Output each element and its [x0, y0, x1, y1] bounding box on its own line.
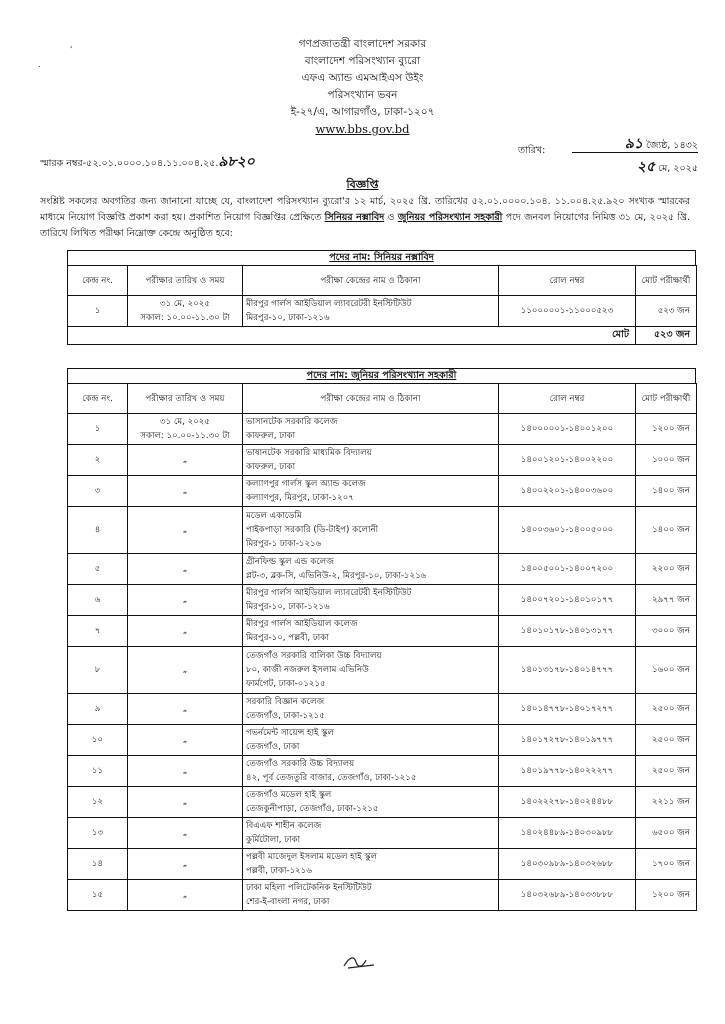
exam-time — [128, 787, 243, 818]
center-address: পল্লবী, ঢাকা-১২১৬ — [246, 866, 312, 876]
notice-body — [40, 194, 690, 242]
notice-title: বিজ্ঞপ্তি — [346, 178, 379, 191]
office-address: ই-২৭/এ, আগারগাঁও, ঢাকা-১২০৭ — [290, 106, 435, 118]
center-no: ১ — [68, 296, 128, 327]
exam-date: „ — [182, 704, 188, 714]
center-address-line2: ফার্মগেট, ঢাকা-০১২১৫ — [246, 679, 326, 689]
roll-range: ১৪০১৩১৭৮-১৪০১৪৭৭৭ — [499, 647, 636, 694]
exam-time — [128, 647, 243, 694]
center-title: মডেল একাডেমি — [246, 511, 302, 521]
center-title: মীরপুর গার্লস আইডিয়াল কলেজ — [246, 619, 358, 629]
col-center-no: কেন্দ্র নং. — [68, 266, 128, 296]
roll-range: ১৪০১৪৭৭৮-১৪০১৭২৭৭ — [499, 694, 636, 725]
center-name — [243, 616, 499, 647]
date-block — [518, 130, 698, 175]
col-exam-time: পরীক্ষার তারিখ ও সময় — [128, 266, 243, 296]
center-title: কল্যাণপুর গার্লস স্কুল অ্যান্ড কলেজ — [246, 479, 366, 489]
center-title: গভর্নমেন্ট সায়েন্স হাই স্কুল — [246, 728, 334, 738]
center-name — [243, 849, 499, 880]
center-address-line2: মিরপুর-১ ঢাকা-১২১৬ — [246, 539, 322, 549]
table-row — [68, 507, 697, 554]
center-no: ৯ — [68, 694, 128, 725]
exam-date: „ — [182, 455, 188, 465]
date-label: তারিখ: — [518, 145, 546, 156]
exam-time — [128, 756, 243, 787]
col-center-name: পরীক্ষা কেন্দ্রের নাম ও ঠিকানা — [243, 266, 499, 296]
candidate-count: ১২০০ জন — [636, 414, 697, 445]
roll-range: ১৪০০৭২০১-১৪০১০১৭৭ — [499, 585, 636, 616]
col-total: মোট পরীক্ষার্থী — [636, 266, 697, 296]
center-no: ১৪ — [68, 849, 128, 880]
center-name — [243, 647, 499, 694]
center-title: সরকারি বিজ্ঞান কলেজ — [246, 697, 325, 707]
bangla-month-year: জ্যৈষ্ঠ, ১৪৩২ — [645, 140, 698, 151]
wing-name: এফএ অ্যান্ড এমআইএস উইং — [301, 72, 424, 84]
exam-date: „ — [182, 859, 188, 869]
center-address: কুর্মিটোলা, ঢাকা — [246, 835, 301, 845]
candidate-count: ৬৫০০ জন — [636, 818, 697, 849]
center-no: ১ — [68, 414, 128, 445]
roll-range: ১৪০২৪৪৮৯-১৪০৩০৯৮৮ — [499, 818, 636, 849]
center-no: ২ — [68, 445, 128, 476]
exam-time — [128, 818, 243, 849]
table-row — [68, 476, 697, 507]
body-part2: পদে জনবল নিয়োগের নিমিত্ত ৩১ মে, ২০২৫ খ্রি. তারিখে লিখিত পরীক্ষা নিম্নোক্ত কেন্দ্রে অনুষ্ঠিত হবে: — [40, 212, 691, 239]
website-link[interactable]: www.bbs.gov.bd — [315, 122, 410, 136]
candidate-count: ২২০০ জন — [636, 554, 697, 585]
col-roll: রোল নম্বর — [499, 266, 636, 296]
total-row — [68, 327, 697, 345]
candidate-count: ১৪০০ জন — [636, 507, 697, 554]
exam-time — [128, 476, 243, 507]
center-title: গ্রীনফিল্ড স্কুল এন্ড কলেজ — [246, 557, 334, 567]
candidate-count: ১০০০ জন — [636, 445, 697, 476]
memo-handwritten-number: ৯৮২০ — [218, 154, 255, 170]
post-label: পদের নাম: — [329, 252, 374, 263]
exam-table — [67, 265, 697, 345]
roll-range: ১৪০২২২৭৮-১৪০২৪৪৮৮ — [499, 787, 636, 818]
center-no: ১২ — [68, 787, 128, 818]
center-no: ১১ — [68, 756, 128, 787]
center-address: কাফরুল, ঢাকা — [246, 462, 296, 472]
center-address: তেজগাঁও, ঢাকা — [246, 742, 300, 752]
exam-time — [128, 616, 243, 647]
letterhead — [0, 36, 725, 138]
exam-time — [128, 445, 243, 476]
center-no: ৮ — [68, 647, 128, 694]
center-address: মিরপুর-১০, ঢাকা-১২১৬ — [246, 313, 330, 323]
office-name: বাংলাদেশ পরিসংখ্যান ব্যুরো — [304, 55, 421, 67]
exam-date: ৩১ মে, ২০২৫ — [160, 417, 210, 427]
center-address: শের-ই-বাংলা নগর, ঢাকা — [246, 897, 330, 907]
exam-time — [128, 585, 243, 616]
center-name — [243, 880, 499, 911]
roll-range: ১৪০০২২০১-১৪০০৩৬০০ — [499, 476, 636, 507]
table-row — [68, 694, 697, 725]
center-title: তেজগাঁও সরকারি উচ্চ বিদ্যালয় — [246, 759, 355, 769]
center-title: ভাষানটেক সরকারি মাধ্যমিক বিদ্যালয় — [246, 448, 372, 458]
candidate-count: ১৪০০ জন — [636, 476, 697, 507]
exam-date: „ — [182, 595, 188, 605]
exam-table — [67, 383, 697, 911]
exam-time — [128, 725, 243, 756]
exam-time — [128, 849, 243, 880]
roll-range: ১১০০০০০১-১১০০০৫২৩ — [499, 296, 636, 327]
exam-date: „ — [182, 525, 188, 535]
exam-date: „ — [182, 797, 188, 807]
center-name — [243, 756, 499, 787]
table-row — [68, 725, 697, 756]
center-address: পাইকপাড়া সরকারি (ডি-টাইপ) কলোনী — [246, 525, 379, 535]
body-part1: সংশ্লিষ্ট সকলের অবগতির জন্য জানানো যাচ্ছে যে, বাংলাদেশ পরিসংখ্যান ব্যুরো'র ১২ মার্চ, ২০২৫ খ্রি. তারিখের ৫২.০১.০০০০.১০৪. ১১.০০৪.২৫.৯২০ সংখ্যক স্মারকের মাধ্যমে নিয়োগ বিজ্ঞপ্তি প্রকাশ করা হয়। প্রকাশিত নিয়োগ বিজ্ঞপ্তির প্রেক্ষিতে — [40, 196, 690, 223]
memo-prefix: স্মারক নম্বর-৫২.০১.০০০০.১০৪.১১.০০৪.২৫. — [40, 158, 219, 169]
center-name — [243, 725, 499, 756]
exam-time — [128, 880, 243, 911]
exam-slot: সকাল: ১০.০০-১১.৩০ টা — [140, 313, 230, 323]
center-no: ১৩ — [68, 818, 128, 849]
col-total: মোট পরীক্ষার্থী — [636, 384, 697, 414]
center-address: প্লট-৩, ব্লক-সি, এভিনিউ-২, মিরপুর-১০, ঢাকা-১২১৬ — [246, 571, 427, 581]
center-no: ৬ — [68, 585, 128, 616]
table-row — [68, 296, 697, 327]
center-no: ১৫ — [68, 880, 128, 911]
table-row — [68, 616, 697, 647]
center-address: তেজগাঁও, ঢাকা-১২১৫ — [246, 711, 325, 721]
table-row — [68, 647, 697, 694]
scan-mark: . — [38, 60, 41, 69]
center-name — [243, 818, 499, 849]
center-title: ভাসানটেক সরকারি কলেজ — [246, 417, 338, 427]
center-title: মীরপুর গার্লস আইডিয়াল ল্যাবরেটরী ইনস্টিটিউট — [246, 299, 412, 309]
roll-range: ১৪০৩২৬৮৯-১৪০৩৩৮৮৮ — [499, 880, 636, 911]
exam-slot: সকাল: ১০.০০-১১.৩০ টা — [140, 431, 230, 441]
table-row — [68, 585, 697, 616]
gregorian-month-year: মে, ২০২৫ — [658, 163, 698, 174]
center-address: ৪২, পূর্ব তেজতুরি বাজার, তেজগাঁও, ঢাকা-১২১৫ — [246, 773, 417, 783]
candidate-count: ২৫০০ জন — [636, 725, 697, 756]
center-title: তেজগাঁও মডেল হাই স্কুল — [246, 790, 332, 800]
post-junior: জুনিয়র পরিসংখ্যান সহকারী — [397, 212, 503, 223]
exam-date: ৩১ মে, ২০২৫ — [160, 299, 210, 309]
memo-number — [40, 150, 255, 174]
post-name: সিনিয়র নক্সাবিদ — [373, 252, 434, 263]
center-address: ৮০, কাজী নজরুল ইসলাম এভিনিউ — [246, 665, 369, 675]
candidate-count: ১৬০০ জন — [636, 647, 697, 694]
exam-time — [128, 554, 243, 585]
gregorian-date — [572, 152, 698, 179]
total-label: মোট — [68, 327, 636, 345]
center-name — [243, 296, 499, 327]
candidate-count: ১৭০০ জন — [636, 849, 697, 880]
table-post-heading — [67, 368, 696, 383]
col-exam-time: পরীক্ষার তারিখ ও সময় — [128, 384, 243, 414]
exam-time — [128, 296, 243, 327]
exam-date: „ — [182, 766, 188, 776]
center-title: ঢাকা মহিলা পলিটেকনিক ইনস্টিটিউট — [246, 883, 372, 893]
center-no: ৪ — [68, 507, 128, 554]
total-value: ৫২৩ জন — [636, 327, 697, 345]
candidate-count: ৫২৩ জন — [636, 296, 697, 327]
exam-date: „ — [182, 828, 188, 838]
center-name — [243, 445, 499, 476]
center-no: ৫ — [68, 554, 128, 585]
roll-range: ১৪০০১২০১-১৪০০২২০০ — [499, 445, 636, 476]
center-address: কাফরুল, ঢাকা — [246, 431, 296, 441]
candidate-count: ২৯৭৭ জন — [636, 585, 697, 616]
govt-name: গণপ্রজাতন্ত্রী বাংলাদেশ সরকার — [298, 38, 427, 50]
roll-range: ১৪০১০১৭৮-১৪০১৩১৭৭ — [499, 616, 636, 647]
table-row — [68, 787, 697, 818]
col-roll: রোল নম্বর — [499, 384, 636, 414]
post-name: জুনিয়র পরিসংখ্যান সহকারী — [351, 370, 457, 381]
center-address: মিরপুর-১০, ঢাকা-১২১৬ — [246, 602, 330, 612]
center-no: ৭ — [68, 616, 128, 647]
roll-range: ১৪০৩০৯৮৯-১৪০৩২৬৮৮ — [499, 849, 636, 880]
exam-date: „ — [182, 626, 188, 636]
table-row — [68, 554, 697, 585]
exam-date: „ — [182, 665, 188, 675]
center-name — [243, 787, 499, 818]
center-name — [243, 585, 499, 616]
center-name — [243, 694, 499, 725]
candidate-count: ১২০০ জন — [636, 880, 697, 911]
gregorian-day: ২৫ — [636, 159, 656, 175]
center-no: ১০ — [68, 725, 128, 756]
exam-time — [128, 694, 243, 725]
bangla-day: ৯১ — [624, 136, 643, 152]
scan-mark: ' — [70, 45, 73, 54]
center-no: ৩ — [68, 476, 128, 507]
roll-range: ১৪০১৯৭৭৮-১৪০২২২৭৭ — [499, 756, 636, 787]
center-name — [243, 507, 499, 554]
center-address: তেজকুনীপাড়া, তেজগাঁও, ঢাকা-১২১৫ — [246, 804, 379, 814]
candidate-count: ২৫০০ জন — [636, 756, 697, 787]
exam-date: „ — [182, 564, 188, 574]
roll-range: ১৪০০০০০১-১৪০০১২০০ — [499, 414, 636, 445]
center-title: পল্লবী মাজেদুল ইসলাম মডেল হাই স্কুল — [246, 852, 378, 862]
center-name — [243, 476, 499, 507]
table-row — [68, 880, 697, 911]
building-name: পরিসংখ্যান ভবন — [327, 89, 398, 101]
table-post-heading — [67, 250, 696, 265]
table-row — [68, 849, 697, 880]
junior-statistical-assistant-table — [67, 368, 696, 911]
center-name — [243, 554, 499, 585]
roll-range: ১৪০১৭২৭৮-১৪০১৯৭৭৭ — [499, 725, 636, 756]
table-row — [68, 756, 697, 787]
table-row — [68, 445, 697, 476]
table-row — [68, 818, 697, 849]
roll-range: ১৪০০৩৬০১-১৪০০৫০০০ — [499, 507, 636, 554]
post-senior: সিনিয়র নক্সাবিদ — [324, 212, 385, 223]
center-title: তেজগাঁও সরকারি বালিকা উচ্চ বিদ্যালয় — [246, 651, 382, 661]
center-address: মিরপুর-১০, পল্লবী, ঢাকা — [246, 633, 329, 643]
exam-time — [128, 414, 243, 445]
post-label: পদের নাম: — [306, 370, 352, 381]
center-title: মীরপুর গার্লস আইডিয়াল ল্যাবরেটরী ইনস্টিটিউট — [246, 588, 412, 598]
exam-date: „ — [182, 890, 188, 900]
col-center-name: পরীক্ষা কেন্দ্রের নাম ও ঠিকানা — [243, 384, 499, 414]
signature-mark — [340, 952, 380, 972]
table-row — [68, 414, 697, 445]
center-name — [243, 414, 499, 445]
candidate-count: ৩০০০ জন — [636, 616, 697, 647]
exam-date: „ — [182, 486, 188, 496]
col-center-no: কেন্দ্র নং. — [68, 384, 128, 414]
roll-range: ১৪০০৫০০১-১৪০০৭২০০ — [499, 554, 636, 585]
body-and: ও — [384, 212, 398, 223]
center-address: কল্যাণপুর, মিরপুর, ঢাকা-১২০৭ — [246, 493, 354, 503]
exam-date: „ — [182, 735, 188, 745]
candidate-count: ২৫০০ জন — [636, 694, 697, 725]
candidate-count: ২২১১ জন — [636, 787, 697, 818]
center-title: বিএএফ শাহীন কলেজ — [246, 821, 322, 831]
senior-draftsman-table — [67, 250, 696, 345]
exam-time — [128, 507, 243, 554]
